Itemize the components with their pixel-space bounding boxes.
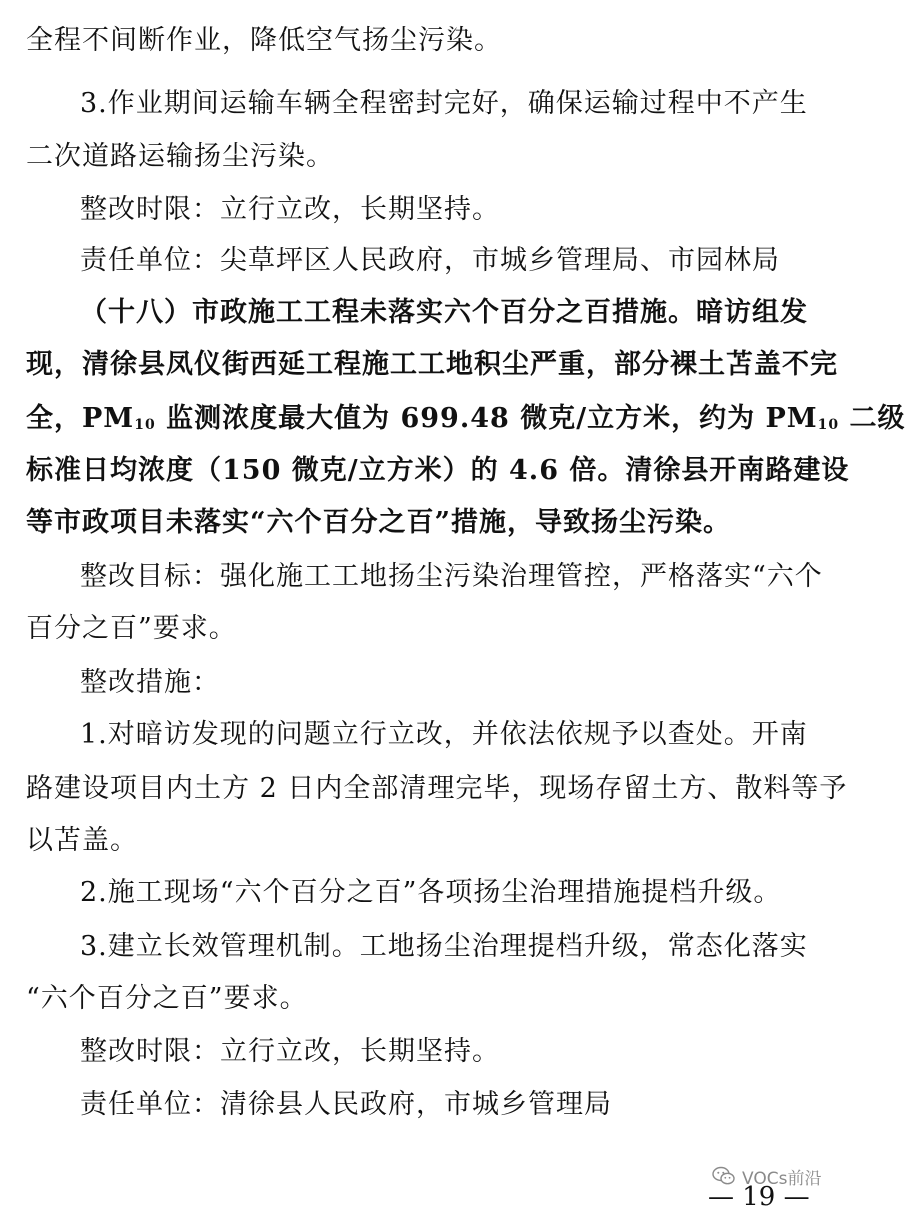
pm-subscript: 10: [134, 417, 156, 433]
text-line: 以苫盖。: [26, 825, 138, 856]
pm-text-b: 监测浓度最大值为 699.48 微克/立方米，约为 PM: [155, 403, 818, 434]
text-line-pm10: [26, 402, 906, 436]
page-number: — 19 —: [708, 1182, 810, 1212]
text-line: 全程不间断作业，降低空气扬尘污染。: [26, 25, 502, 56]
text-line: 3.建立长效管理机制。工地扬尘治理提档升级，常态化落实: [80, 931, 808, 962]
text-line: 责任单位：尖草坪区人民政府，市城乡管理局、市园林局: [80, 245, 780, 276]
pm-text-a: 全，PM: [26, 403, 135, 434]
text-line: 责任单位：清徐县人民政府，市城乡管理局: [80, 1089, 612, 1120]
text-line: 现，清徐县凤仪街西延工程施工工地积尘严重，部分裸土苫盖不完: [26, 349, 838, 380]
text-line: 标准日均浓度（150 微克/立方米）的 4.6 倍。清徐县开南路建设: [26, 455, 850, 486]
text-line: 整改时限：立行立改，长期坚持。: [80, 1036, 500, 1067]
text-line: 3.作业期间运输车辆全程密封完好，确保运输过程中不产生: [80, 88, 808, 119]
watermark-text: VOCs前沿: [742, 1168, 822, 1189]
text-line: 2.施工现场“六个百分之百”各项扬尘治理措施提档升级。: [80, 877, 782, 908]
text-line: 二次道路运输扬尘污染。: [26, 141, 334, 172]
section-heading: （十八）市政施工工程未落实六个百分之百措施。暗访组发: [80, 297, 808, 328]
text-line: 整改措施：: [80, 667, 220, 698]
pm-subscript: 10: [817, 417, 840, 433]
text-line: 整改目标：强化施工工地扬尘污染治理管控，严格落实“六个: [80, 561, 823, 592]
text-line: 等市政项目未落实“六个百分之百”措施，导致扬尘污染。: [26, 507, 732, 538]
text-line: 整改时限：立行立改，长期坚持。: [80, 194, 500, 225]
text-line: “六个百分之百”要求。: [26, 983, 308, 1014]
text-line: 1.对暗访发现的问题立行立改，并依法依规予以查处。开南: [80, 719, 808, 750]
pm-text-c: 二级: [839, 403, 906, 434]
text-line: 百分之百”要求。: [26, 613, 237, 644]
text-line: 路建设项目内土方 2 日内全部清理完毕，现场存留土方、散料等予: [26, 773, 848, 804]
